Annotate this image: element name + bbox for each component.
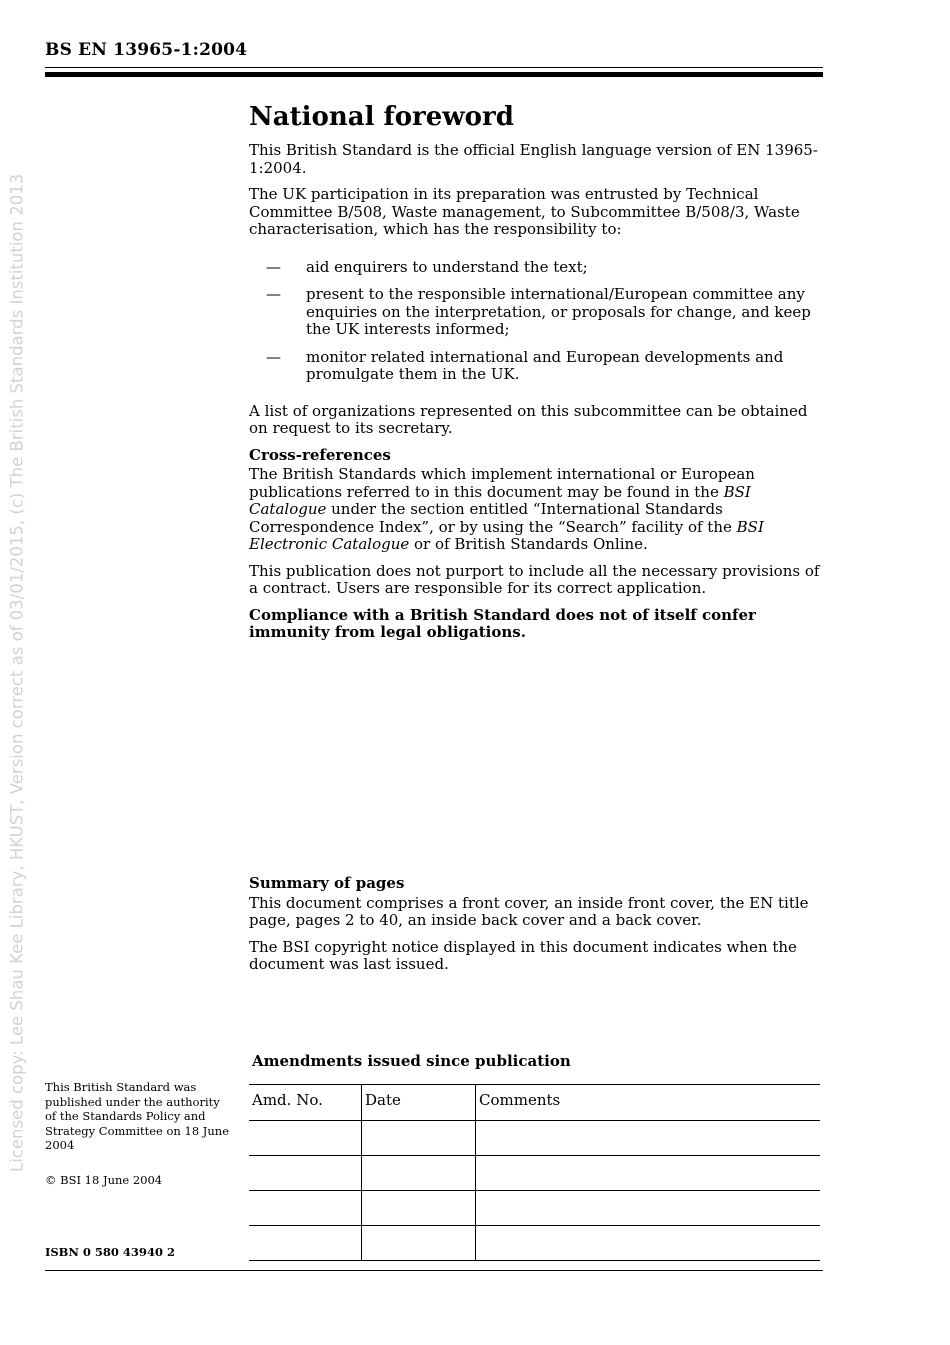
copyright-line: © BSI 18 June 2004 — [45, 1173, 163, 1187]
table-cell — [249, 1191, 362, 1226]
footer-rule — [45, 1270, 823, 1271]
table-cell — [362, 1191, 476, 1226]
foreword-title: National foreword — [249, 102, 514, 132]
table-cell — [362, 1156, 476, 1191]
compliance-statement: Compliance with a British Standard does not of itself confer immunity from legal obligations. — [249, 605, 756, 641]
column-header-date: Date — [362, 1085, 476, 1121]
table-header-row — [249, 1085, 820, 1121]
organizations-note: A list of organizations represented on this subcommittee can be obtained on request to its secretary. — [249, 401, 808, 437]
summary-of-pages — [249, 875, 829, 983]
column-header-comments: Comments — [476, 1085, 821, 1121]
bsi-electronic-catalogue-title: BSI Electronic Catalogue — [249, 517, 764, 553]
dash-marker: — — [266, 285, 281, 303]
cross-references-text — [249, 466, 827, 554]
list-item — [249, 259, 827, 277]
summary-text: This document comprises a front cover, an inside front cover, the EN title page, pages 2 to 40, an inside back cover and a back cover. — [249, 893, 809, 929]
table-cell — [362, 1121, 476, 1156]
list-item-text: monitor related international and European developments and promulgate them in the UK. — [306, 347, 784, 383]
cross-text-part: under the section entitled “International Standards Correspondence Index”, or by using the “Search” facility of the — [249, 500, 737, 536]
amendments-table — [249, 1084, 820, 1261]
list-item — [249, 349, 827, 384]
cross-text-part: or of British Standards Online. — [409, 535, 648, 553]
national-foreword — [249, 100, 827, 651]
bsi-catalogue-title: BSI Catalogue — [249, 482, 751, 518]
foreword-participation: The UK participation in its preparation was entrusted by Technical Committee B/508, Waste management, to Subcommittee B/508/3, Waste characterisation, which has the responsibility to: — [249, 185, 800, 238]
isbn: ISBN 0 580 43940 2 — [45, 1245, 175, 1259]
document-id: BS EN 13965-1:2004 — [45, 40, 248, 60]
cross-references-heading: Cross-references — [249, 445, 391, 464]
table-cell — [476, 1226, 821, 1261]
summary-heading: Summary of pages — [249, 874, 405, 892]
list-item-text: aid enquirers to understand the text; — [306, 257, 588, 276]
foreword-intro: This British Standard is the official English language version of EN 13965-1:2004. — [249, 141, 818, 177]
header-rule-thin — [45, 67, 823, 68]
column-header-amd-no: Amd. No. — [249, 1085, 362, 1121]
publication-authority: This British Standard was published under the authority of the Standards Policy and Strategy Committee on 18 June 2004 — [45, 1080, 230, 1152]
responsibility-list — [249, 259, 827, 384]
list-item — [249, 286, 827, 339]
table-row — [249, 1156, 820, 1191]
license-watermark: Licensed copy: Lee Shau Kee Library, HKUST, Version correct as of 03/01/2015, (c) The British Standards Institution 2013 — [7, 173, 27, 1172]
table-cell — [476, 1121, 821, 1156]
table-row — [249, 1226, 820, 1261]
header-rule-thick — [45, 72, 823, 77]
table-cell — [249, 1121, 362, 1156]
table-cell — [476, 1191, 821, 1226]
list-item-text: present to the responsible international/European committee any enquiries on the interpretation, or proposals for change, and keep the UK interests informed; — [306, 285, 811, 338]
table-row — [249, 1191, 820, 1226]
table-cell — [362, 1226, 476, 1261]
table-cell — [249, 1226, 362, 1261]
provisions-note: This publication does not purport to include all the necessary provisions of a contract. Users are responsible for its correct application. — [249, 561, 820, 597]
dash-marker: — — [266, 257, 281, 276]
table-row — [249, 1121, 820, 1156]
table-cell — [249, 1156, 362, 1191]
cross-text-part: The British Standards which implement international or European publications referred to in this document may be found in the — [249, 465, 755, 501]
table-cell — [476, 1156, 821, 1191]
dash-marker: — — [266, 347, 281, 366]
amendments-title: Amendments issued since publication — [252, 1052, 571, 1070]
copyright-notice-text: The BSI copyright notice displayed in this document indicates when the document was last issued. — [249, 937, 797, 973]
